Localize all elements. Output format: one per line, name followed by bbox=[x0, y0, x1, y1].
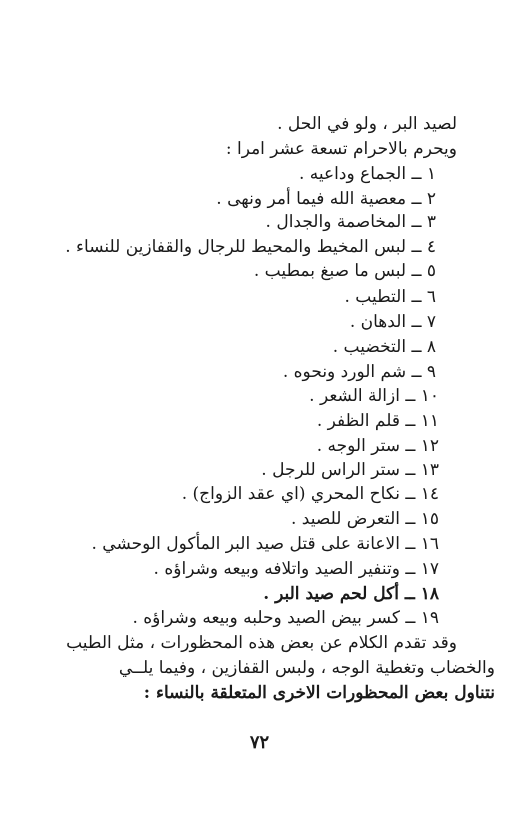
text-line-2: ويحرم بالاحرام تسعة عشر امرا : bbox=[225, 139, 457, 159]
list-item-8: ٨ ــ التخضيب . bbox=[332, 337, 436, 357]
list-item-17: ١٧ ــ وتنفير الصيد واتلافه وبيعه وشراؤه . bbox=[153, 559, 439, 579]
list-item-3: ٣ ــ المخاصمة والجدال . bbox=[265, 212, 436, 232]
list-item-7: ٧ ــ الدهان . bbox=[349, 312, 436, 332]
list-item-13: ١٣ ــ ستر الراس للرجل . bbox=[261, 460, 439, 480]
list-item-2: ٢ ــ معصية الله فيما أمر ونهى . bbox=[216, 189, 436, 209]
list-item-6: ٦ ــ التطيب . bbox=[344, 287, 436, 307]
list-item-18: ١٨ ــ أكل لحم صيد البر . bbox=[263, 584, 439, 604]
paragraph-line-2: والخضاب وتغطية الوجه ، ولبس القفازين ، وفيما يلــي bbox=[118, 658, 495, 678]
list-item-1: ١ ــ الجماع وداعيه . bbox=[298, 164, 436, 184]
list-item-12: ١٢ ــ ستر الوجه . bbox=[316, 436, 439, 456]
text-line-1: لصيد البر ، ولو في الحل . bbox=[277, 114, 457, 134]
list-item-5: ٥ ــ لبس ما صبغ بمطيب . bbox=[253, 261, 436, 281]
list-item-11: ١١ ــ قلم الظفر . bbox=[316, 411, 439, 431]
list-item-16: ١٦ ــ الاعانة على قتل صيد البر المأكول الوحشي . bbox=[91, 534, 439, 554]
list-item-14: ١٤ ــ نكاح المحري (اي عقد الزواج) . bbox=[181, 484, 439, 504]
page-number: ٧٢ bbox=[249, 732, 270, 753]
list-item-4: ٤ ــ لبس المخيط والمحيط للرجال والقفازين للنساء . bbox=[65, 237, 436, 257]
list-item-9: ٩ ــ شم الورد ونحوه . bbox=[282, 362, 436, 382]
list-item-19: ١٩ ــ كسر بيض الصيد وحلبه وبيعه وشراؤه . bbox=[132, 608, 439, 628]
list-item-10: ١٠ ــ ازالة الشعر . bbox=[309, 386, 439, 406]
paragraph-line-1: وقد تقدم الكلام عن بعض هذه المحظورات ، مثل الطيب bbox=[66, 633, 457, 653]
list-item-15: ١٥ ــ التعرض للصيد . bbox=[290, 509, 439, 529]
paragraph-line-3: نتناول بعض المحظورات الاخرى المتعلقة بالنساء : bbox=[143, 683, 495, 703]
